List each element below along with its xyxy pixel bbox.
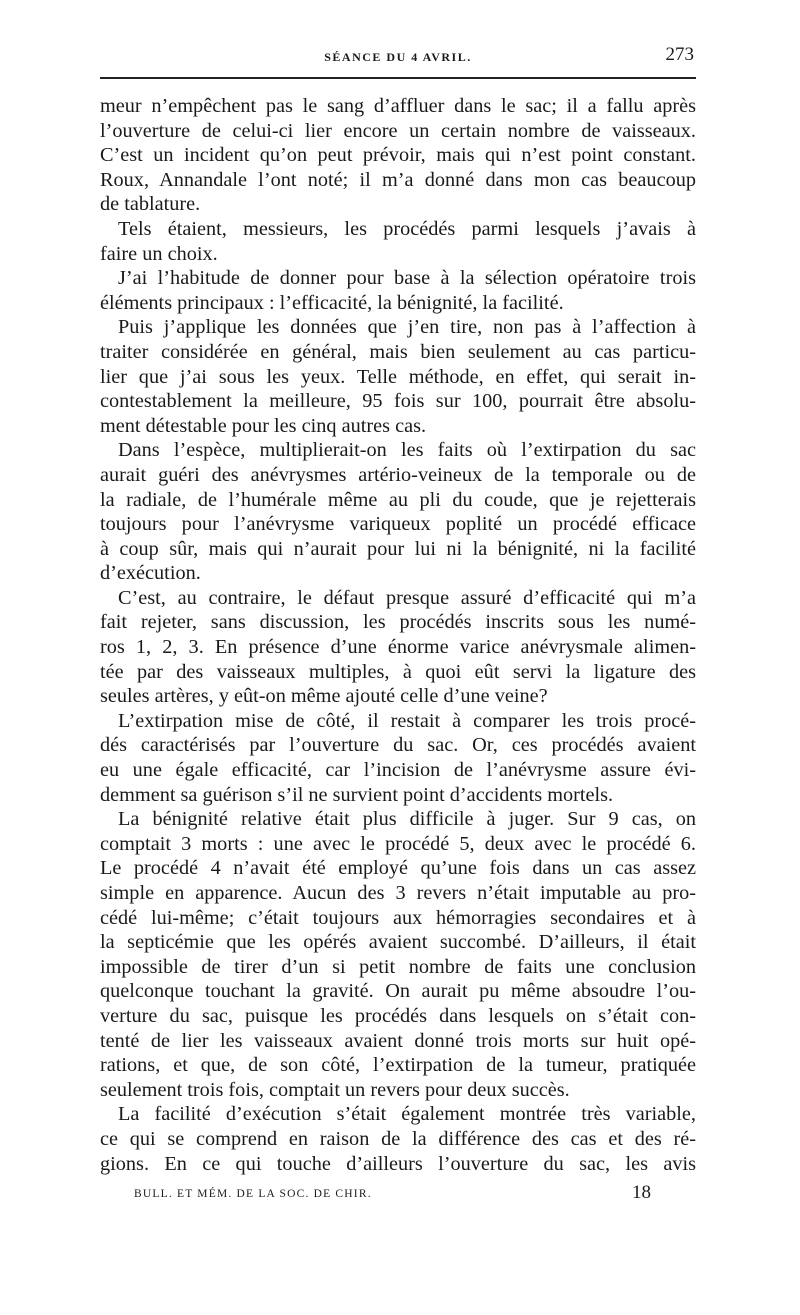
text-line: cédé lui-même; c’était toujours aux hémorragies secondaires et à xyxy=(100,906,696,929)
text-line: comptait 3 morts : une avec le procédé 5, deux avec le procédé 6. xyxy=(100,832,696,855)
text-line: impossible de tirer d’un si petit nombre de faits une conclusion xyxy=(100,955,696,978)
text-line: quelconque touchant la gravité. On aurait pu même absoudre l’ou- xyxy=(100,980,696,1003)
text-line: ros 1, 2, 3. En présence d’une énorme varice anévrysmale alimen- xyxy=(100,636,696,659)
text-line: Le procédé 4 n’avait été employé qu’une fois dans un cas assez xyxy=(100,857,696,880)
header-rule xyxy=(100,77,696,79)
running-head: SÉANCE DU 4 AVRIL. xyxy=(324,50,472,64)
page-number: 273 xyxy=(665,44,694,65)
text-line: Tels étaient, messieurs, les procédés parmi lesquels j’avais à xyxy=(118,217,696,240)
text-line: seulement trois fois, comptait un revers pour deux succès. xyxy=(100,1078,570,1101)
text-line: C’est, au contraire, le défaut presque assuré d’efficacité qui m’a xyxy=(118,586,696,609)
text-line: l’ouverture de celui-ci lier encore un certain nombre de vaisseaux. xyxy=(100,119,696,142)
text-line: de tablature. xyxy=(100,193,201,216)
text-line: eu une égale efficacité, car l’incision de l’anévrysme assure évi- xyxy=(100,759,696,782)
text-line: lier que j’ai sous les yeux. Telle méthode, en effet, qui serait in- xyxy=(100,365,696,388)
text-line: Dans l’espèce, multiplierait-on les faits où l’extirpation du sac xyxy=(118,439,696,462)
text-line: ment détestable pour les cinq autres cas. xyxy=(100,414,427,437)
text-line: Puis j’applique les données que j’en tire, non pas à l’affection à xyxy=(118,316,696,339)
text-line: éléments principaux : l’efficacité, la bénignité, la facilité. xyxy=(100,291,564,314)
text-line: dés caractérisés par l’ouverture du sac. Or, ces procédés avaient xyxy=(100,734,696,757)
text-line: J’ai l’habitude de donner pour base à la sélection opératoire trois xyxy=(118,267,696,290)
text-line: gions. En ce qui touche d’ailleurs l’ouverture du sac, les avis xyxy=(100,1152,696,1175)
text-line: simple en apparence. Aucun des 3 revers n’était imputable au pro- xyxy=(100,882,696,904)
text-line: contestablement la meilleure, 95 fois sur 100, pourrait être absolu- xyxy=(100,390,696,413)
text-line: la radiale, de l’humérale même au pli du coude, que je rejetterais xyxy=(100,488,696,511)
text-line: faire un choix. xyxy=(100,242,218,265)
text-line: la septicémie que les opérés avaient succombé. D’ailleurs, il était xyxy=(100,931,696,954)
text-line: seules artères, y eût-on même ajouté celle d’une veine? xyxy=(100,685,548,708)
page-footer xyxy=(134,1182,664,1208)
text-line: La facilité d’exécution s’était également montrée très variable, xyxy=(118,1103,696,1126)
text-line: fait rejeter, sans discussion, les procédés inscrits sous les numé- xyxy=(100,611,696,634)
text-line: rations, et que, de son côté, l’extirpation de la tumeur, pratiquée xyxy=(100,1054,696,1077)
text-line: ce qui se comprend en raison de la différence des cas et des ré- xyxy=(100,1127,696,1150)
text-line: La bénignité relative était plus difficile à juger. Sur 9 cas, on xyxy=(118,808,696,831)
text-line: verture du sac, puisque les procédés dans lesquels on s’était con- xyxy=(100,1004,696,1027)
text-line: tenté de lier les vaisseaux avaient donné trois morts sur huit opé- xyxy=(100,1029,696,1052)
text-line: d’exécution. xyxy=(100,562,201,585)
page-header xyxy=(100,44,696,70)
text-line: à coup sûr, mais qui n’aurait pour lui ni la bénignité, ni la facilité xyxy=(100,537,696,560)
body-text xyxy=(100,94,696,1176)
printer-signature: BULL. ET MÉM. DE LA SOC. DE CHIR. xyxy=(134,1188,372,1200)
text-line: meur n’empêchent pas le sang d’affluer dans le sac; il a fallu après xyxy=(100,95,696,117)
text-line: Roux, Annandale l’ont noté; il m’a donné dans mon cas beaucoup xyxy=(100,168,696,191)
text-line: L’extirpation mise de côté, il restait à comparer les trois procé- xyxy=(118,709,696,732)
text-line: C’est un incident qu’on peut prévoir, mais qui n’est point constant. xyxy=(100,144,696,167)
text-line: demment sa guérison s’il ne survient point d’accidents mortels. xyxy=(100,783,614,806)
text-line: aurait guéri des anévrysmes artério-veineux de la temporale ou de xyxy=(100,463,696,486)
signature-number: 18 xyxy=(632,1182,651,1203)
text-line: toujours pour l’anévrysme variqueux poplité un procédé efficace xyxy=(100,513,696,536)
text-line: tée par des vaisseaux multiples, à quoi eût servi la ligature des xyxy=(100,660,696,683)
text-line: traiter considérée en général, mais bien seulement au cas particu- xyxy=(100,340,696,363)
